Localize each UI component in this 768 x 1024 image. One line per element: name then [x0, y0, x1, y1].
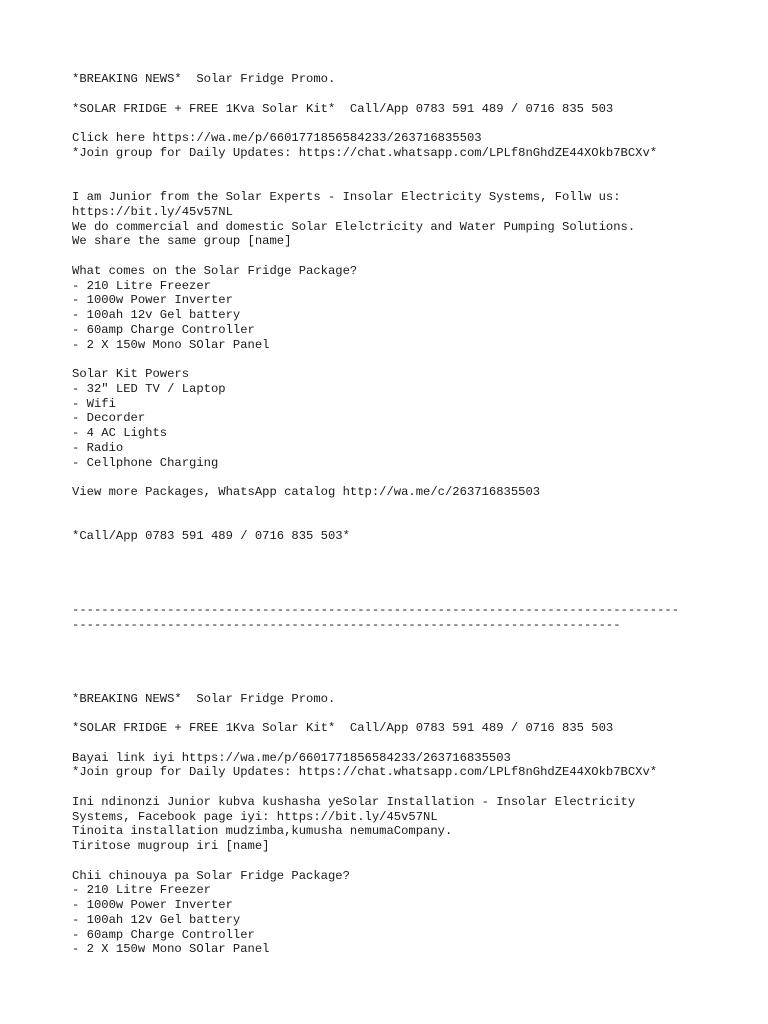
text-line: Chii chinouya pa Solar Fridge Package? — [72, 868, 350, 883]
link-line: *Join group for Daily Updates: https://chat.whatsapp.com/LPLf8nGhdZE44XOkb7BCXv* — [72, 145, 658, 160]
list-item: - 1000w Power Inverter — [72, 293, 233, 308]
link-line: Bayai link iyi https://wa.me/p/6601771856584233/263716835503 — [72, 750, 511, 765]
blank-line — [72, 352, 762, 367]
text-line: *BREAKING NEWS* Solar Fridge Promo. — [72, 691, 336, 706]
text-line: What comes on the Solar Fridge Package? — [72, 263, 358, 278]
list-item: - Wifi — [72, 396, 116, 411]
blank-line — [72, 161, 762, 176]
blank-line — [72, 677, 762, 692]
text-line: Ini ndinonzi Junior kubva kushasha yeSolar Installation - Insolar Electricity — [72, 794, 636, 809]
blank-line — [72, 500, 762, 515]
separator-line: ----------------------------------------------------------------------------------- — [72, 603, 680, 617]
blank-line — [72, 736, 762, 751]
link-line: Systems, Facebook page iyi: https://bit.ly/45v57NL — [72, 809, 438, 824]
text-line: We do commercial and domestic Solar Elelctricity and Water Pumping Solutions. — [72, 219, 636, 234]
list-item: - 2 X 150w Mono SOlar Panel — [72, 942, 270, 957]
link-line: View more Packages, WhatsApp catalog http://wa.me/c/263716835503 — [72, 485, 541, 499]
link-line: Click here https://wa.me/p/6601771856584233/263716835503 — [72, 131, 482, 145]
list-item: - 32" LED TV / Laptop — [72, 381, 226, 396]
blank-line — [72, 662, 762, 677]
list-item: - 60amp Charge Controller — [72, 927, 255, 942]
text-line: *SOLAR FRIDGE + FREE 1Kva Solar Kit* Call/App 0783 591 489 / 0716 835 503 — [72, 101, 614, 116]
text-line: Solar Kit Powers — [72, 367, 190, 381]
list-item: - 1000w Power Inverter — [72, 898, 233, 912]
blank-line — [72, 854, 762, 869]
text-line: *BREAKING NEWS* Solar Fridge Promo. — [72, 72, 336, 86]
link-line: https://bit.ly/45v57NL — [72, 204, 233, 219]
blank-line — [72, 574, 762, 589]
list-item: - 2 X 150w Mono SOlar Panel — [72, 337, 270, 352]
list-item: - 60amp Charge Controller — [72, 322, 255, 337]
list-item: - Decorder — [72, 411, 146, 426]
blank-line — [72, 588, 762, 603]
blank-line — [72, 249, 762, 264]
list-item: - 100ah 12v Gel battery — [72, 308, 241, 322]
text-line: *Call/App 0783 591 489 / 0716 835 503* — [72, 529, 350, 544]
list-item: - 210 Litre Freezer — [72, 883, 211, 898]
text-line: I am Junior from the Solar Experts - Insolar Electricity Systems, Follw us: — [72, 190, 621, 204]
text-line: Tinoita installation mudzimba,kumusha nemumaCompany. — [72, 824, 453, 839]
blank-line — [72, 175, 762, 190]
blank-line — [72, 647, 762, 662]
list-item: - 100ah 12v Gel battery — [72, 912, 241, 927]
text-line: Tiritose mugroup iri [name] — [72, 839, 270, 853]
separator-line: --------------------------------------------------------------------------- — [72, 617, 621, 632]
blank-line — [72, 706, 762, 721]
link-line: *Join group for Daily Updates: https://chat.whatsapp.com/LPLf8nGhdZE44XOkb7BCXv* — [72, 765, 658, 780]
text-line: We share the same group [name] — [72, 234, 292, 249]
list-item: - Radio — [72, 440, 124, 455]
blank-line — [72, 87, 762, 102]
text-line: *SOLAR FRIDGE + FREE 1Kva Solar Kit* Call/App 0783 591 489 / 0716 835 503 — [72, 721, 614, 735]
blank-line — [72, 116, 762, 131]
blank-line — [72, 780, 762, 795]
blank-line — [72, 559, 762, 574]
blank-line — [72, 633, 762, 648]
document-body — [72, 72, 762, 957]
blank-line — [72, 470, 762, 485]
list-item: - Cellphone Charging — [72, 455, 219, 470]
list-item: - 4 AC Lights — [72, 426, 168, 440]
list-item: - 210 Litre Freezer — [72, 278, 211, 293]
blank-line — [72, 544, 762, 559]
blank-line — [72, 515, 762, 530]
